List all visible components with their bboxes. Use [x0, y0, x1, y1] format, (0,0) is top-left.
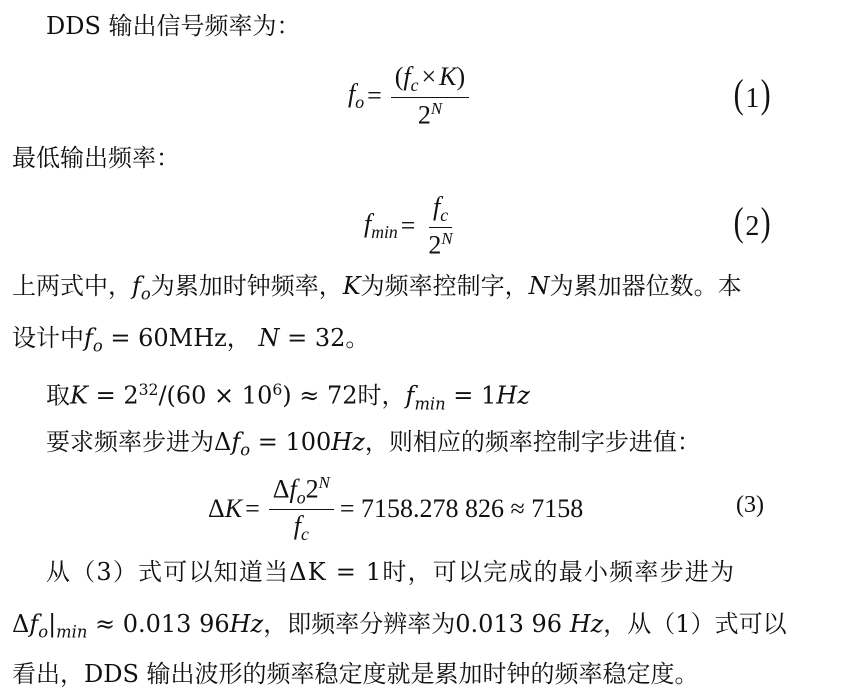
- equation-1-fraction: $\frac{(f_c \times K)}{2^N}$: [391, 63, 469, 128]
- intro-text: DDS 输出信号频率为：: [46, 12, 301, 40]
- equation-1: [0, 60, 864, 132]
- equation-3-body: ΔK = $\frac{\Delta f_o2^N}{f_c}$ = 7158.278 826 ≈ 7158: [208, 473, 584, 545]
- equation-2-number: (2): [733, 199, 771, 244]
- equation-1-body: $f_o$ = $\frac{(f_c \times K)}{2^N}$: [348, 64, 475, 128]
- paragraph-resolution: 从（3）式可以知道当ΔK = 1时，可以完成的最小频率步进为: [46, 558, 736, 586]
- equation-3: [0, 474, 864, 546]
- equation-2-fraction: $\frac{f_c}{2^N}$: [428, 192, 453, 260]
- equation-1-number: (1): [733, 71, 771, 116]
- equation-3-result: = 7158.278 826 ≈ 7158: [339, 494, 584, 523]
- equation-3-number: (3): [736, 492, 764, 518]
- equation-2: [0, 192, 864, 262]
- paragraph-k-value: 取$K = 2^{32}/(60 \times 10^6) \approx 72$时，$f_{min} = 1Hz$: [46, 381, 530, 414]
- paragraph-definitions: 上两式中，$f_o$为累加时钟频率，K为频率控制字，N为累加器位数。本: [12, 272, 742, 304]
- paragraph-conclusion: 看出，DDS 输出波形的频率稳定度就是累加时钟的频率稳定度。: [12, 660, 699, 688]
- paragraph-step-requirement: 要求频率步进为$\Delta f_o = 100Hz$，则相应的频率控制字步进值：: [46, 428, 701, 460]
- paragraph-min-freq: [0, 136, 864, 180]
- paragraph-resolution-value: $\Delta f_o|_{min} \approx 0.013$ 96Hz，即频率分辨率为0.013 96 Hz，从（1）式可以: [12, 610, 787, 642]
- min-freq-text: 最低输出频率：: [12, 144, 180, 172]
- paragraph-design-values: 设计中$f_o = 60MHz$， N = 32。: [12, 324, 370, 356]
- equation-2-body: $f_{min}$ = $\frac{f_c}{2^N}$: [364, 194, 463, 258]
- equation-3-fraction: $\frac{\Delta f_o2^N}{f_c}$: [269, 474, 334, 544]
- paragraph-intro: [0, 4, 864, 48]
